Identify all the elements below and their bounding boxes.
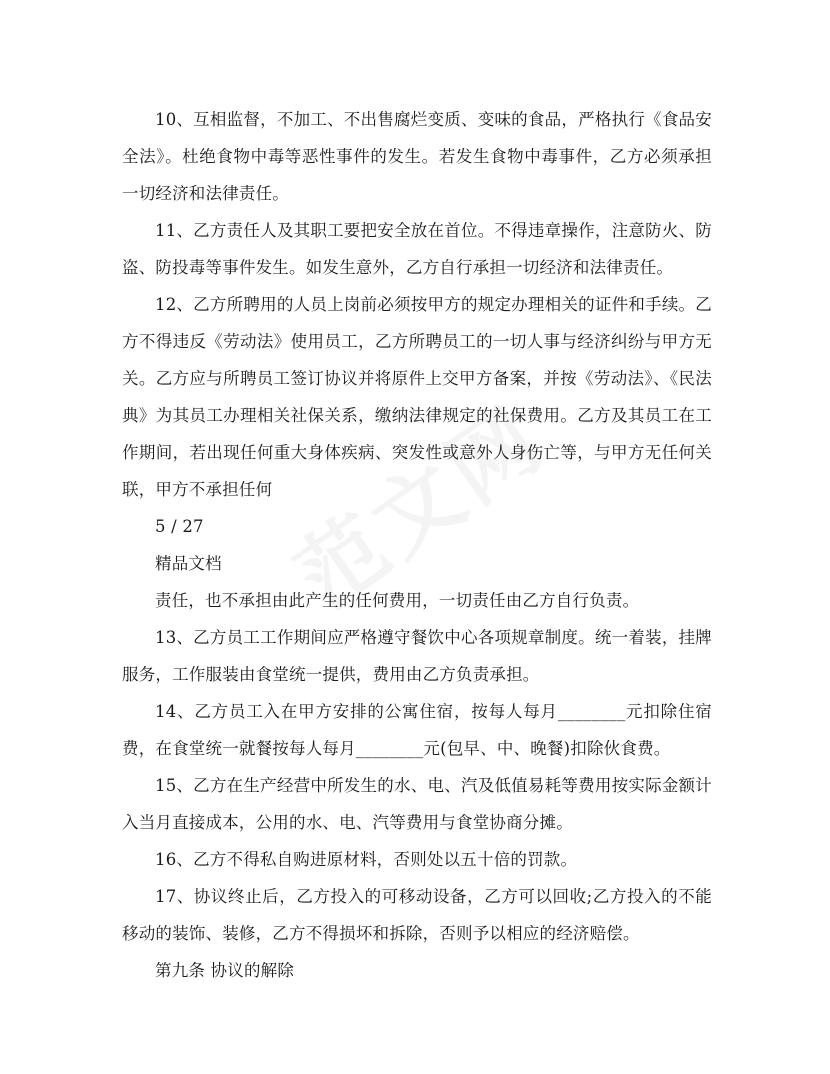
clause-10: 10、互相监督，不加工、不出售腐烂变质、变味的食品，严格执行《食品安全法》。杜绝食物中毒等恶性事件的发生。若发生食物中毒事件，乙方必须承担一切经济和法律责任。 (122, 110, 712, 203)
clause-12-continued: 责任，也不承担由此产生的任何费用，一切责任由乙方自行负责。 (155, 591, 640, 610)
page-number: 5 / 27 (155, 517, 204, 536)
clause-11: 11、乙方责任人及其职工要把安全放在首位。不得违章操作，注意防火、防盗、防投毒等事件发生。如发生意外，乙方自行承担一切经济和法律责任。 (122, 221, 712, 277)
header-label: 精品文档 (155, 554, 222, 573)
clause-15: 15、乙方在生产经营中所发生的水、电、汽及低值易耗等费用按实际金额计入当月直接成本，公用的水、电、汽等费用与食堂协商分摊。 (122, 776, 712, 832)
clause-17: 17、协议终止后，乙方投入的可移动设备，乙方可以回收;乙方投入的不能移动的装饰、装修，乙方不得损坏和拆除，否则予以相应的经济赔偿。 (122, 887, 712, 943)
clause-14: 14、乙方员工入在甲方安排的公寓住宿，按每人每月________元扣除住宿费，在食堂统一就餐按每人每月________元(包早、中、晚餐)扣除伙食费。 (122, 702, 712, 758)
document-body (122, 101, 712, 989)
article-9-heading: 第九条 协议的解除 (155, 961, 295, 980)
clause-12: 12、乙方所聘用的人员上岗前必须按甲方的规定办理相关的证件和手续。乙方不得违反《劳动法》使用员工，乙方所聘员工的一切人事与经济纠纷与甲方无关。乙方应与所聘员工签订协议并将原件上交甲方备案，并按《劳动法》、《民法典》为其员工办理相关社保关系，缴纳法律规定的社保费用。乙方及其员工在工作期间，若出现任何重大身体疾病、突发性或意外人身伤亡等，与甲方无任何关联，甲方不承担任何 (122, 295, 712, 499)
clause-13: 13、乙方员工工作期间应严格遵守餐饮中心各项规章制度。统一着装，挂牌服务，工作服装由食堂统一提供，费用由乙方负责承担。 (122, 628, 712, 684)
clause-16: 16、乙方不得私自购进原材料，否则处以五十倍的罚款。 (155, 850, 578, 869)
